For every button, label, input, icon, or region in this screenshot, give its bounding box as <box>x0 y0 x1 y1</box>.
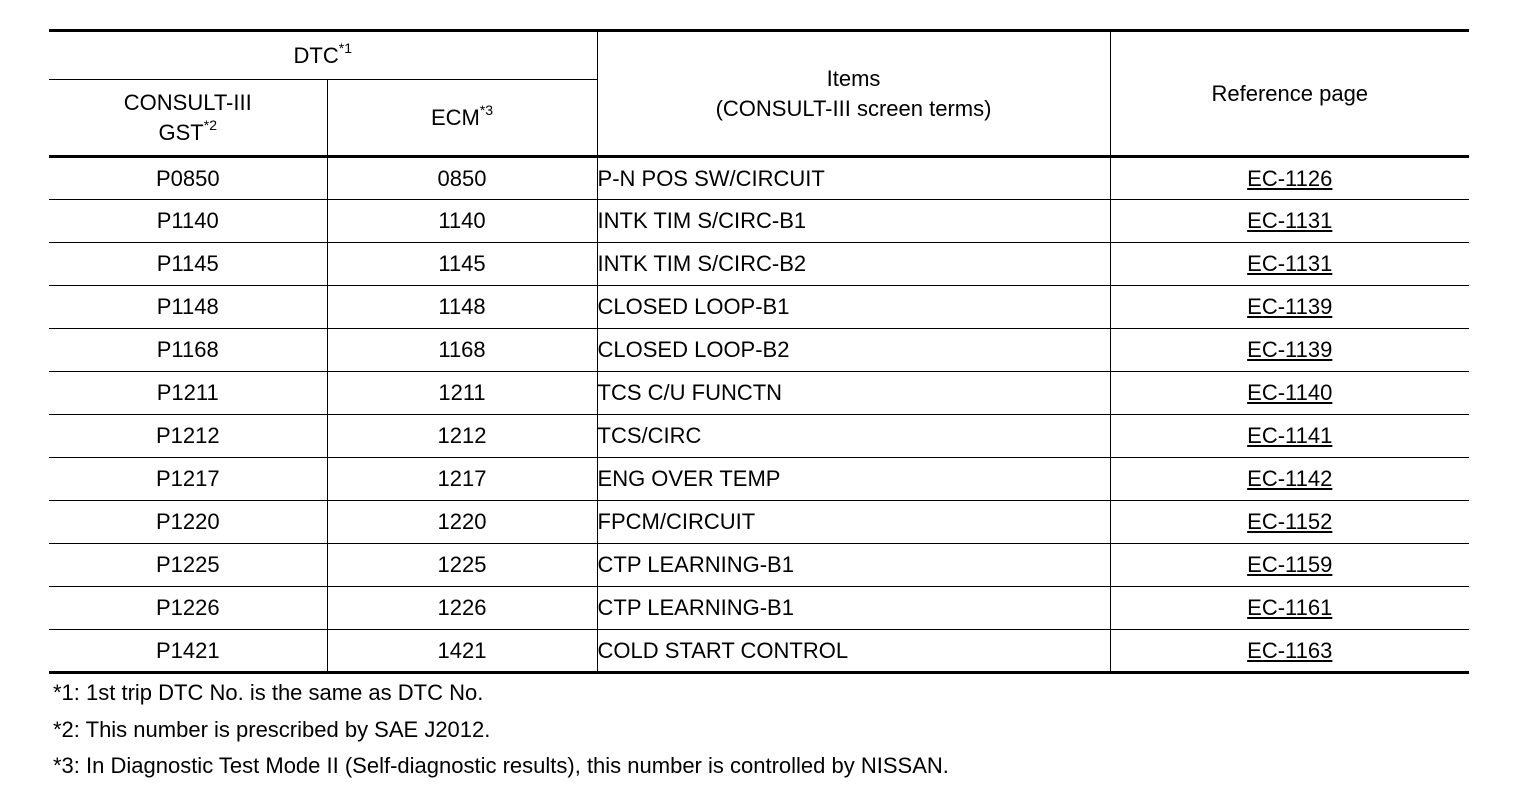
table-row <box>49 329 1469 372</box>
consult-code: P1212 <box>49 415 327 458</box>
consult-code: P1140 <box>49 200 327 243</box>
ecm-code: 1212 <box>327 415 597 458</box>
table-row <box>49 458 1469 501</box>
reference-cell <box>1110 458 1469 501</box>
reference-cell <box>1110 286 1469 329</box>
table-row <box>49 157 1469 200</box>
dtc-header <box>49 31 597 80</box>
footnotes <box>53 678 949 788</box>
consult-code: P1148 <box>49 286 327 329</box>
reference-link[interactable]: EC-1131 <box>1247 251 1333 276</box>
item-term: P-N POS SW/CIRCUIT <box>597 157 1110 200</box>
item-term: ENG OVER TEMP <box>597 458 1110 501</box>
ecm-code: 1226 <box>327 587 597 630</box>
ecm-code: 1220 <box>327 501 597 544</box>
header-row-top <box>49 31 1469 80</box>
item-term: TCS C/U FUNCTN <box>597 372 1110 415</box>
ecm-code: 1168 <box>327 329 597 372</box>
ecm-code: 1148 <box>327 286 597 329</box>
ecm-code: 0850 <box>327 157 597 200</box>
ecm-code: 1140 <box>327 200 597 243</box>
consult-code: P1421 <box>49 630 327 673</box>
reference-cell <box>1110 329 1469 372</box>
reference-link[interactable]: EC-1131 <box>1247 208 1333 233</box>
gst-label: GST <box>158 119 204 145</box>
item-term: INTK TIM S/CIRC-B2 <box>597 243 1110 286</box>
item-term: INTK TIM S/CIRC-B1 <box>597 200 1110 243</box>
reference-cell <box>1110 587 1469 630</box>
reference-cell <box>1110 501 1469 544</box>
reference-header: Reference page <box>1110 31 1469 157</box>
consult-header-line2 <box>49 118 327 148</box>
footnote-3: *3: In Diagnostic Test Mode II (Self-diagnostic results), this number is controlled by NISSAN. <box>53 753 949 778</box>
reference-link[interactable]: EC-1161 <box>1247 595 1333 620</box>
reference-link[interactable]: EC-1163 <box>1247 637 1333 663</box>
reference-link[interactable]: EC-1152 <box>1247 509 1333 534</box>
reference-link[interactable]: EC-1139 <box>1247 294 1333 319</box>
reference-cell <box>1110 415 1469 458</box>
consult-code: P1168 <box>49 329 327 372</box>
consult-code: P1226 <box>49 587 327 630</box>
consult-code: P1145 <box>49 243 327 286</box>
consult-header-line1: CONSULT-III <box>123 89 252 115</box>
ecm-label: ECM <box>430 104 480 130</box>
ecm-code: 1145 <box>327 243 597 286</box>
ecm-code: 1217 <box>327 458 597 501</box>
table-row <box>49 243 1469 286</box>
table-row <box>49 200 1469 243</box>
ecm-code: 1225 <box>327 544 597 587</box>
items-header-line2: (CONSULT-III screen terms) <box>715 95 992 121</box>
table-row <box>49 286 1469 329</box>
footnote-2: *2: This number is prescribed by SAE J2012. <box>53 716 491 742</box>
ecm-footnote-ref: *3 <box>479 101 494 118</box>
gst-footnote-ref: *2 <box>203 116 217 133</box>
table-row <box>49 372 1469 415</box>
item-term: COLD START CONTROL <box>597 630 1110 673</box>
reference-link[interactable]: EC-1141 <box>1247 423 1333 448</box>
table-row <box>49 501 1469 544</box>
table-row <box>49 415 1469 458</box>
footnote-1: *1: 1st trip DTC No. is the same as DTC No. <box>53 680 484 705</box>
consult-code: P0850 <box>49 157 327 200</box>
consult-header <box>49 80 327 157</box>
reference-link[interactable]: EC-1159 <box>1247 552 1333 577</box>
consult-code: P1217 <box>49 458 327 501</box>
item-term: FPCM/CIRCUIT <box>597 501 1110 544</box>
ecm-header <box>327 80 597 157</box>
consult-code: P1211 <box>49 372 327 415</box>
item-term: CLOSED LOOP-B2 <box>597 329 1110 372</box>
reference-cell <box>1110 372 1469 415</box>
dtc-header-footnote-ref: *1 <box>338 39 352 56</box>
reference-link[interactable]: EC-1126 <box>1247 165 1333 191</box>
reference-link[interactable]: EC-1140 <box>1247 380 1333 405</box>
dtc-header-label: DTC <box>293 42 339 68</box>
reference-cell <box>1110 544 1469 587</box>
item-term: TCS/CIRC <box>597 415 1110 458</box>
items-header-line1: Items <box>826 65 881 91</box>
table-row <box>49 587 1469 630</box>
reference-cell <box>1110 630 1469 673</box>
items-header <box>597 31 1110 157</box>
dtc-table <box>49 29 1469 674</box>
reference-link[interactable]: EC-1142 <box>1247 466 1333 491</box>
reference-cell <box>1110 243 1469 286</box>
reference-cell <box>1110 200 1469 243</box>
item-term: CTP LEARNING-B1 <box>597 544 1110 587</box>
consult-code: P1225 <box>49 544 327 587</box>
ecm-code: 1211 <box>327 372 597 415</box>
reference-link[interactable]: EC-1139 <box>1247 337 1333 362</box>
table-row <box>49 630 1469 673</box>
ecm-code: 1421 <box>327 630 597 673</box>
consult-code: P1220 <box>49 501 327 544</box>
table-row <box>49 544 1469 587</box>
item-term: CLOSED LOOP-B1 <box>597 286 1110 329</box>
reference-cell <box>1110 157 1469 200</box>
item-term: CTP LEARNING-B1 <box>597 587 1110 630</box>
